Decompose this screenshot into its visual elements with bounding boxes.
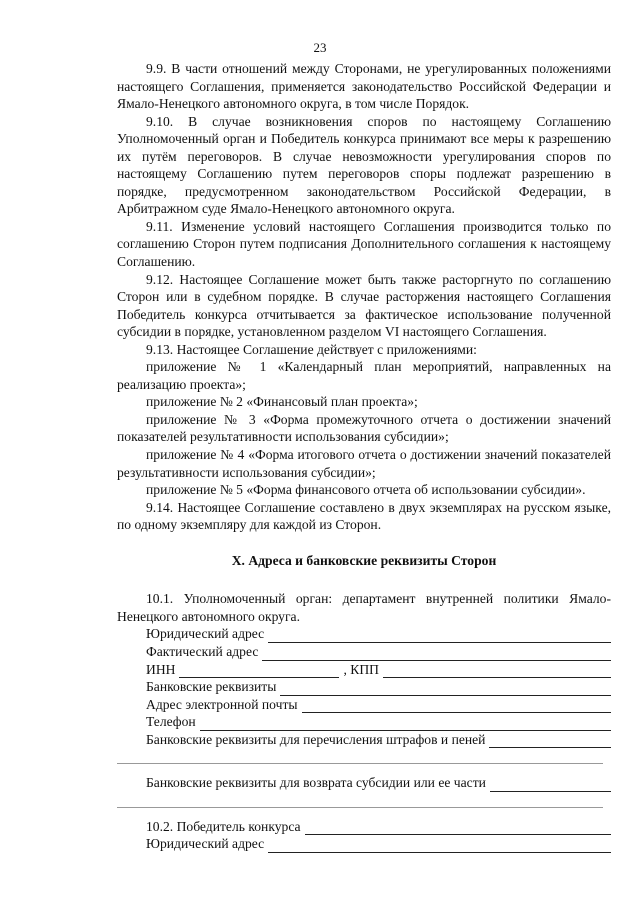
actual-address-blank[interactable] [262, 648, 611, 661]
phone-blank[interactable] [200, 718, 611, 731]
paragraph-9-10: 9.10. В случае возникновения споров по настоящему Соглашению Уполномоченный орган и Победитель конкурса принимают все меры к разрешению их путём переговоров. В случае невозможности урегулирования споров по настоящему Соглашению путем переговоров споры подлежат разрешению в порядке, предусмотренном законодательством Российской Федерации, в Арбитражном суде Ямало-Ненецкого автономного округа. [117, 113, 611, 217]
paragraph-9-9: 9.9. В части отношений между Сторонами, не урегулированных положениями настоящего Соглашения, применяется законодательство Российской Федерации и Ямало-Ненецкого автономного округа, в том числе Порядок. [117, 61, 611, 112]
appendix-1: приложение № 1 «Календарный план мероприятий, направленных на реализацию проекта»; [117, 359, 611, 392]
bank-refund-label: Банковские реквизиты для возврата субсидии или ее части [146, 775, 486, 791]
appendix-2: приложение № 2 «Финансовый план проекта»; [146, 394, 418, 410]
bank-refund-field [117, 774, 611, 792]
phone-field [117, 713, 611, 731]
paragraph-9-14: 9.14. Настоящее Соглашение составлено в двух экземплярах на русском языке, по одному экземпляру для каждой из Сторон. [117, 499, 611, 533]
actual-address-field [117, 643, 611, 661]
page-number: 23 [313, 40, 327, 55]
kpp-blank[interactable] [383, 665, 611, 678]
winner-label: 10.2. Победитель конкурса [146, 818, 301, 834]
winner-blank[interactable] [305, 822, 611, 835]
appendix-3: приложение № 3 «Форма промежуточного отчета о достижении значений показателей результативности использования субсидии»; [117, 411, 611, 445]
legal-address-field [117, 625, 611, 643]
winner-legal-address-label: Юридический адрес [146, 836, 265, 852]
phone-label: Телефон [146, 714, 196, 730]
document-body [117, 60, 611, 853]
appendix-5: приложение № 5 «Форма финансового отчета об использовании субсидии». [146, 482, 586, 498]
legal-address-label: Юридический адрес [146, 626, 265, 642]
bank-fines-blank[interactable] [489, 735, 611, 748]
email-label: Адрес электронной почты [146, 696, 298, 712]
paragraph-9-11: 9.11. Изменение условий настоящего Соглашения производится только по соглашению Сторон путем подписания Дополнительного соглашения к настоящему Соглашению. [117, 218, 611, 270]
inn-label: ИНН [146, 661, 176, 677]
bank-fines-continuation-line[interactable] [117, 748, 603, 764]
section-heading: X. Адреса и банковские реквизиты Сторон [231, 552, 497, 568]
bank-details-field [117, 678, 611, 696]
legal-address-blank[interactable] [268, 630, 611, 643]
bank-details-label: Банковские реквизиты [146, 679, 277, 695]
bank-refund-blank[interactable] [490, 779, 611, 792]
kpp-label: , КПП [343, 661, 379, 677]
bank-fines-label: Банковские реквизиты для перечисления штрафов и пеней [146, 731, 486, 747]
bank-refund-continuation-line[interactable] [117, 792, 603, 808]
section-intro: 10.1. Уполномоченный орган: департамент внутренней политики Ямало-Ненецкого автономного округа. [117, 591, 611, 624]
email-blank[interactable] [302, 700, 611, 713]
winner-legal-address-field [117, 835, 611, 853]
bank-fines-field [117, 731, 611, 749]
inn-kpp-field [117, 661, 611, 679]
bank-details-blank[interactable] [280, 683, 611, 696]
inn-blank[interactable] [179, 665, 339, 678]
winner-legal-address-blank[interactable] [268, 840, 611, 853]
winner-field [117, 818, 611, 836]
email-field [117, 696, 611, 714]
actual-address-label: Фактический адрес [146, 643, 259, 659]
paragraph-9-12: 9.12. Настоящее Соглашение может быть также расторгнуто по соглашению Сторон или в судебном порядке. В случае расторжения настоящего Соглашения Победитель конкурса отчитывается за фактическое использование полученной субсидии в порядке, установленном разделом VI настоящего Соглашения. [117, 271, 611, 340]
paragraph-9-13: 9.13. Настоящее Соглашение действует с приложениями: [146, 341, 477, 357]
appendix-4: приложение № 4 «Форма итогового отчета о достижении значений показателей результативности использования субсидии»; [117, 447, 611, 480]
